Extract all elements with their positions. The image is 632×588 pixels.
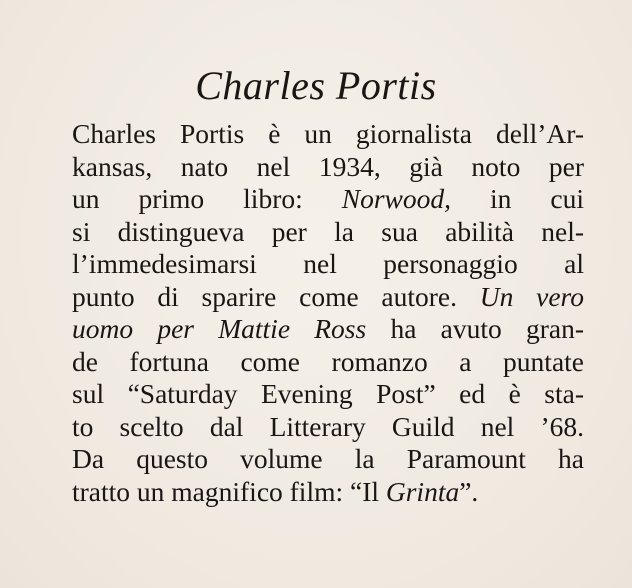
text-line — [72, 281, 584, 314]
text-run: l’immedesimarsi nel personaggio al — [72, 248, 584, 279]
text-run: un primo libro: — [72, 183, 342, 214]
text-run: si distingueva per la sua abilità nel- — [72, 215, 584, 247]
text-run: tratto un magnifico film: “Il — [72, 475, 386, 507]
text-run: Charles Portis è un giornalista dell’Ar- — [72, 118, 584, 149]
text-line — [72, 443, 584, 476]
text-line — [72, 183, 584, 216]
text-line — [72, 378, 584, 411]
text-run: kansas, nato nel 1934, già noto per — [72, 150, 584, 182]
text-run: sul “Saturday Evening Post” ed è sta- — [72, 378, 584, 409]
text-line — [72, 216, 584, 249]
text-line — [72, 411, 584, 444]
italic-text-run: uomo per Mattie Ross — [72, 313, 367, 344]
text-line — [72, 118, 584, 151]
text-line — [72, 346, 584, 379]
text-run: to scelto dal Litterary Guild nel ’68. — [72, 410, 584, 442]
page-title: Charles Portis — [195, 63, 437, 108]
text-run: punto di sparire come autore. — [72, 280, 480, 312]
text-run: ”. — [459, 475, 479, 507]
text-line — [72, 151, 584, 184]
italic-text-run: Norwood, — [341, 183, 452, 214]
text-line — [72, 248, 584, 281]
author-bio-paragraph — [72, 118, 584, 508]
text-run: in cui — [451, 183, 584, 214]
text-run: Da questo volume la Paramount ha — [72, 443, 584, 474]
text-line — [72, 313, 584, 346]
text-line — [72, 476, 584, 509]
text-run: de fortuna come romanzo a puntate — [72, 345, 584, 377]
italic-text-run: Grinta — [385, 475, 460, 507]
text-run: ha avuto gran- — [366, 313, 584, 344]
italic-text-run: Un vero — [479, 280, 584, 312]
